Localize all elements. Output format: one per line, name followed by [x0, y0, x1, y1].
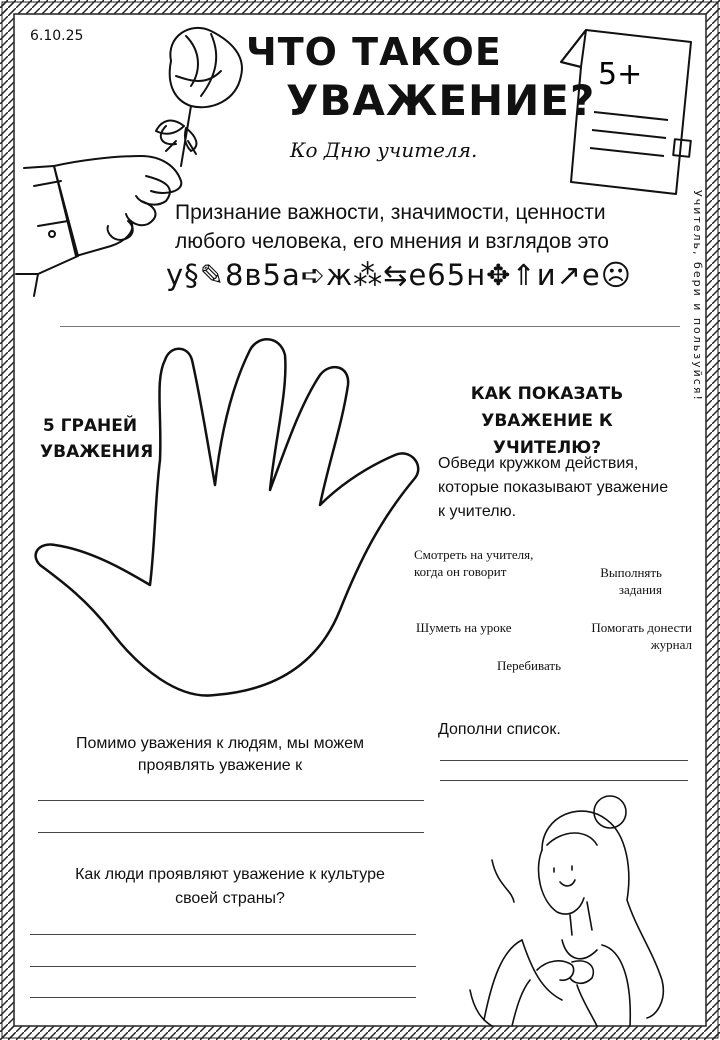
task-instruction: Обведи кружком действия, которые показывают уважение к учителю.	[438, 455, 669, 520]
girl-illustration	[462, 790, 682, 1026]
action-help-carry-journal[interactable]: Помогать донести журнал	[591, 620, 692, 652]
task-show-title: КАК ПОКАЗАТЬ УВАЖЕНИЕ К УЧИТЕЛЮ?	[470, 384, 624, 458]
action-make-noise[interactable]: Шуметь на уроке	[416, 620, 512, 635]
document-icon	[556, 22, 706, 202]
divider	[60, 326, 680, 327]
subtitle: Ко Дню учителя.	[290, 138, 478, 162]
intro-text: Признание важности, значимости, ценности любого человека, его мнения и взглядов это	[175, 201, 609, 253]
action-interrupt[interactable]: Перебивать	[497, 658, 562, 673]
answer-line-2[interactable]	[38, 832, 424, 833]
prompt-respect-other: Помимо уважения к людям, мы можем проявлять уважение к	[76, 735, 364, 774]
action-do-tasks[interactable]: Выполнять задания	[600, 565, 662, 597]
grade-text: 5+	[598, 57, 643, 92]
cipher-word: у§✎8в5а➪ж⁂⇆е65н✥⇑и↗е☹	[166, 258, 632, 292]
title-line-2: УВАЖЕНИЕ?	[286, 76, 596, 125]
side-note: Учитель, бери и пользуйся!	[691, 190, 704, 402]
answer-line-3[interactable]	[30, 934, 416, 935]
prompt-culture: Как люди проявляют уважение к культуре своей страны?	[75, 866, 385, 907]
answer-line-4[interactable]	[30, 966, 416, 967]
add-list-line-1[interactable]	[440, 760, 688, 761]
add-list-line-2[interactable]	[440, 780, 688, 781]
answer-line-1[interactable]	[38, 800, 424, 801]
facets-title: 5 ГРАНЕЙ УВАЖЕНИЯ	[40, 416, 154, 462]
answer-line-5[interactable]	[30, 997, 416, 998]
hand-outline	[30, 330, 430, 720]
title-line-1: ЧТО ТАКОЕ	[246, 30, 502, 74]
action-look-at-teacher[interactable]: Смотреть на учителя, когда он говорит	[414, 547, 534, 579]
date: 6.10.25	[30, 28, 84, 44]
add-list-label: Дополни список.	[438, 721, 561, 738]
